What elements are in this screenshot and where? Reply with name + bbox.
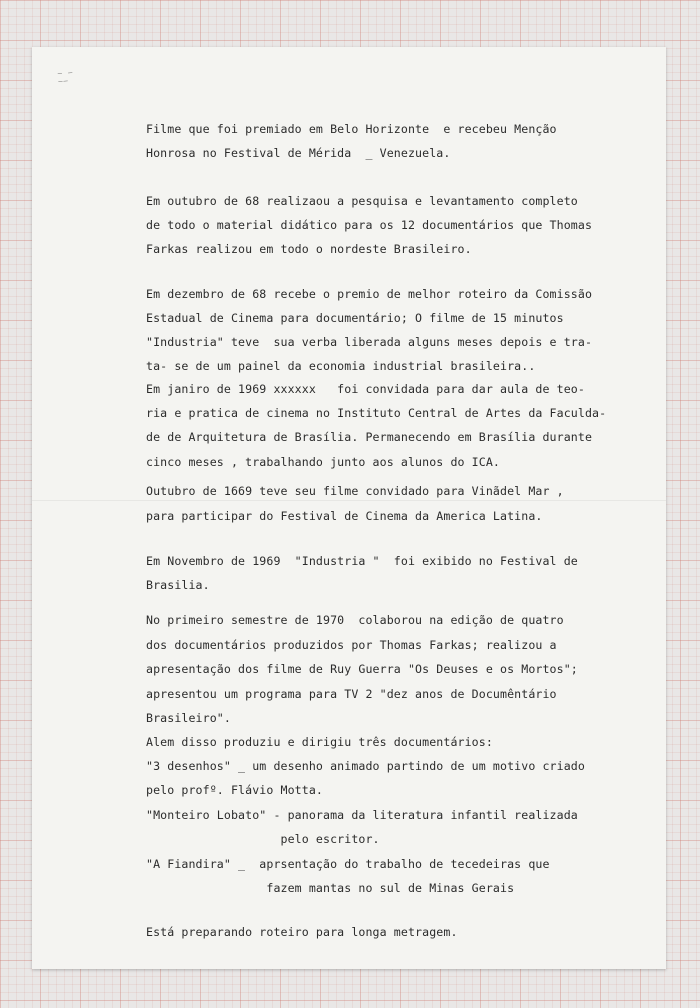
text-line: No primeiro semestre de 1970 colaborou na edição de quatro — [146, 613, 564, 627]
text-line: Está preparando roteiro para longa metragem. — [146, 925, 458, 939]
text-line: "3 desenhos" _ um desenho animado partindo de um motivo criado — [146, 759, 585, 773]
text-line: Farkas realizou em todo o nordeste Brasileiro. — [146, 242, 472, 256]
text-line: Outubro de 1669 teve seu filme convidado para Vinãdel Mar , — [146, 484, 564, 498]
text-line: "Industria" teve sua verba liberada alguns meses depois e tra- — [146, 335, 593, 349]
text-line: pelo profº. Flávio Motta. — [146, 783, 324, 797]
paper-fold — [32, 500, 666, 501]
text-line: de de Arquitetura de Brasília. Permanecendo em Brasília durante — [146, 430, 593, 444]
text-line: pelo escritor. — [146, 832, 380, 846]
text-line: ria e pratica de cinema no Instituto Central de Artes da Faculda- — [146, 406, 607, 420]
text-line: de todo o material didático para os 12 documentários que Thomas — [146, 218, 593, 232]
text-line: Filme que foi premiado em Belo Horizonte e recebeu Menção — [146, 122, 557, 136]
text-line: Em janiro de 1969 xxxxxx foi convidada para dar aula de teo- — [146, 382, 585, 396]
text-line: para participar do Festival de Cinema da America Latina. — [146, 509, 543, 523]
text-line: apresentou um programa para TV 2 "dez anos de Documêntário — [146, 687, 557, 701]
text-line: dos documentários produzidos por Thomas Farkas; realizou a — [146, 638, 557, 652]
text-line: Em dezembro de 68 recebe o premio de melhor roteiro da Comissão — [146, 287, 593, 301]
text-line: apresentação dos filme de Ruy Guerra "Os Deuses e os Mortos"; — [146, 662, 578, 676]
text-line: "Monteiro Lobato" - panorama da literatura infantil realizada — [146, 808, 578, 822]
text-line: "A Fiandira" _ aprsentação do trabalho de tecedeiras que — [146, 857, 550, 871]
document-page — [32, 47, 666, 969]
text-line: Em Novembro de 1969 "Industria " foi exibido no Festival de — [146, 554, 578, 568]
text-line: Estadual de Cinema para documentário; O filme de 15 minutos — [146, 311, 564, 325]
text-line: Alem disso produziu e dirigiu três documentários: — [146, 735, 493, 749]
corner-scribble: — – –– — [57, 68, 74, 86]
text-line: ta- se de um painel da economia industrial brasileira.. — [146, 359, 536, 373]
text-line: Honrosa no Festival de Mérida _ Venezuela. — [146, 146, 451, 160]
text-line: Brasilia. — [146, 578, 210, 592]
text-line: cinco meses , trabalhando junto aos alunos do ICA. — [146, 455, 501, 469]
text-line: Brasileiro". — [146, 711, 231, 725]
text-line: fazem mantas no sul de Minas Gerais — [146, 881, 515, 895]
text-line: Em outubro de 68 realizaou a pesquisa e levantamento completo — [146, 194, 578, 208]
